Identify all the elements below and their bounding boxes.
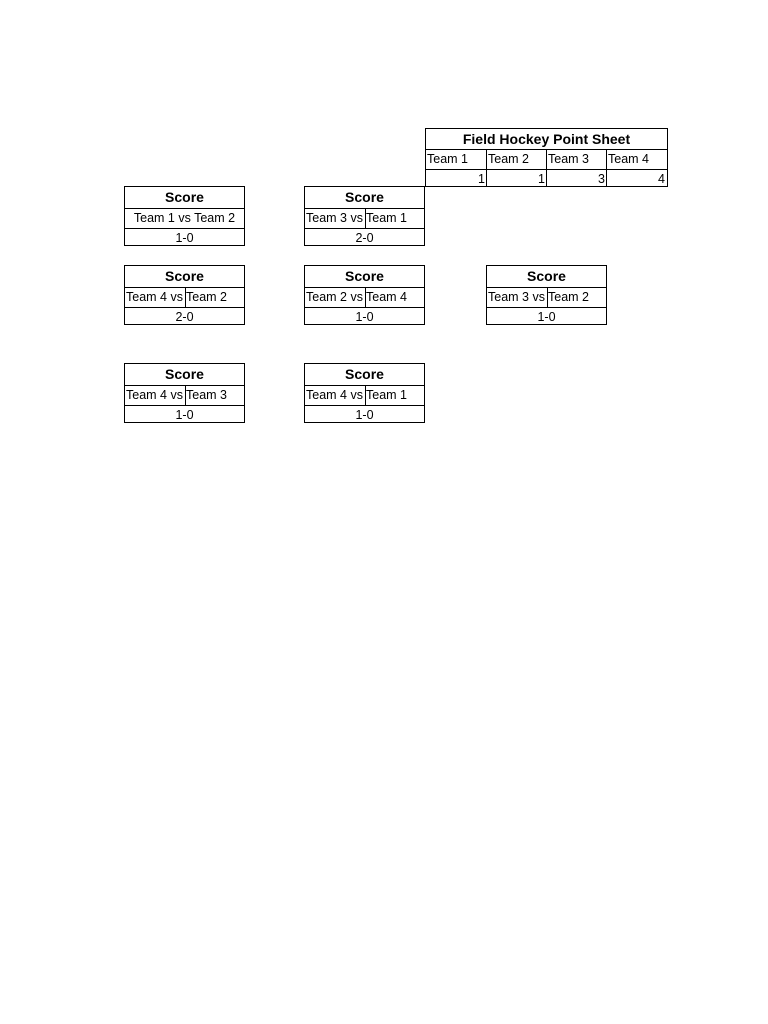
matchup-row bbox=[487, 287, 606, 307]
matchup-home: Team 4 vs bbox=[126, 290, 183, 304]
result: 1-0 bbox=[537, 310, 556, 324]
result: 1-0 bbox=[355, 310, 374, 324]
matchup-row bbox=[305, 287, 424, 307]
result-row bbox=[125, 228, 244, 246]
score-table bbox=[124, 363, 245, 423]
team-points-3: 3 bbox=[598, 172, 605, 186]
team-header-1: Team 1 bbox=[427, 152, 468, 166]
result-row bbox=[305, 307, 424, 325]
score-title: Score bbox=[345, 189, 384, 205]
score-table bbox=[124, 186, 245, 246]
result: 2-0 bbox=[355, 231, 374, 245]
result: 1-0 bbox=[175, 231, 194, 245]
team-header-2: Team 2 bbox=[488, 152, 529, 166]
score-table bbox=[486, 265, 607, 325]
matchup-away: Team 1 bbox=[366, 388, 407, 402]
matchup: Team 1 vs Team 2 bbox=[133, 211, 236, 225]
matchup-away: Team 1 bbox=[366, 211, 407, 225]
points-row bbox=[426, 169, 667, 187]
score-table bbox=[304, 265, 425, 325]
point-sheet-title: Field Hockey Point Sheet bbox=[462, 131, 631, 147]
matchup-home: Team 3 vs bbox=[488, 290, 545, 304]
matchup-row bbox=[305, 385, 424, 405]
result: 1-0 bbox=[355, 408, 374, 422]
matchup-row bbox=[125, 385, 244, 405]
result: 2-0 bbox=[175, 310, 194, 324]
score-title: Score bbox=[527, 268, 566, 284]
result-row bbox=[125, 307, 244, 325]
score-title: Score bbox=[345, 366, 384, 382]
matchup-home: Team 4 vs bbox=[306, 388, 363, 402]
point-sheet-table bbox=[425, 128, 668, 187]
matchup-away: Team 2 bbox=[186, 290, 227, 304]
matchup-home: Team 2 vs bbox=[306, 290, 363, 304]
score-table bbox=[124, 265, 245, 325]
team-points-2: 1 bbox=[538, 172, 545, 186]
team-header-3: Team 3 bbox=[548, 152, 589, 166]
score-title: Score bbox=[165, 268, 204, 284]
score-title: Score bbox=[165, 189, 204, 205]
matchup-row bbox=[305, 208, 424, 228]
team-points-4: 4 bbox=[658, 172, 665, 186]
matchup-row bbox=[125, 208, 244, 228]
result-row bbox=[125, 405, 244, 423]
matchup-home: Team 4 vs bbox=[126, 388, 183, 402]
result-row bbox=[305, 228, 424, 246]
score-table bbox=[304, 363, 425, 423]
matchup-away: Team 4 bbox=[366, 290, 407, 304]
matchup-home: Team 3 vs bbox=[306, 211, 363, 225]
team-header-row bbox=[426, 149, 667, 169]
result: 1-0 bbox=[175, 408, 194, 422]
score-table bbox=[304, 186, 425, 246]
team-header-4: Team 4 bbox=[608, 152, 649, 166]
matchup-row bbox=[125, 287, 244, 307]
result-row bbox=[487, 307, 606, 325]
score-title: Score bbox=[345, 268, 384, 284]
result-row bbox=[305, 405, 424, 423]
matchup-away: Team 3 bbox=[186, 388, 227, 402]
team-points-1: 1 bbox=[478, 172, 485, 186]
matchup-away: Team 2 bbox=[548, 290, 589, 304]
score-title: Score bbox=[165, 366, 204, 382]
